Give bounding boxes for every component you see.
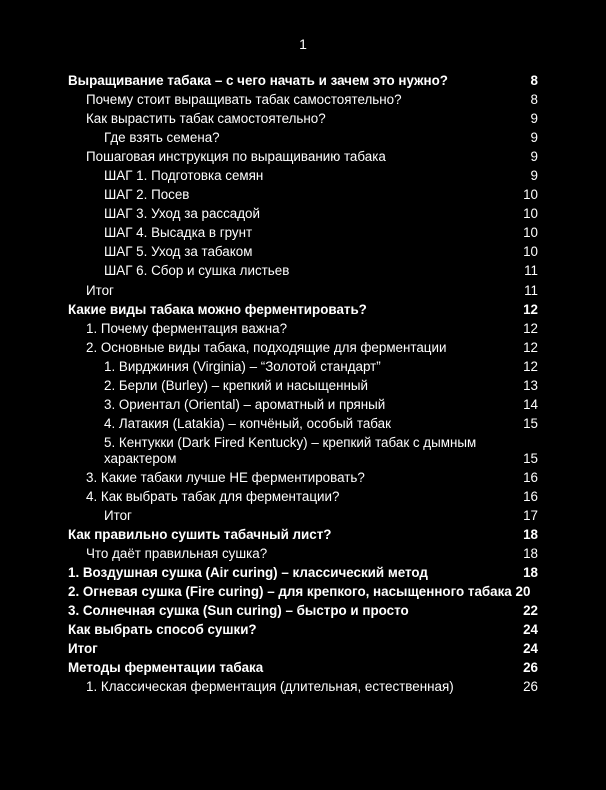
toc-entry[interactable] [68,187,538,203]
toc-entry-page: 20 [515,584,531,600]
toc-entry-page: 12 [523,358,538,374]
toc-entry-title: Пошаговая инструкция по выращиванию табака [86,149,386,165]
toc-entry-title: ШАГ 5. Уход за табаком [104,244,253,260]
toc-entry-page: 18 [523,565,538,581]
toc-entry-title: 1. Вирджиния (Virginia) – “Золотой стандарт” [104,358,381,374]
toc-entry[interactable] [68,206,538,222]
toc-entry-title: 1. Почему ферментация важна? [86,320,288,336]
toc-entry[interactable] [68,283,538,299]
toc-entry[interactable] [68,660,538,676]
toc-entry-title: ШАГ 6. Сбор и сушка листьев [104,263,290,279]
toc-entry-title: 3. Солнечная сушка (Sun curing) – быстро и просто [68,603,409,619]
toc-entry-page: 11 [524,282,538,298]
toc-entry-page: 10 [523,187,538,203]
toc-entry-page: 9 [530,168,538,184]
toc-entry[interactable] [68,641,538,657]
toc-entry-page: 10 [523,244,538,260]
toc-entry-page: 8 [530,92,538,108]
toc-entry-title: Где взять семена? [104,130,220,146]
toc-entry-page: 13 [523,377,538,393]
table-of-contents [68,73,538,699]
toc-entry-title: ШАГ 4. Высадка в грунт [104,225,253,241]
toc-entry-page: 15 [523,450,538,466]
toc-entry[interactable] [68,470,538,486]
toc-entry[interactable] [68,397,538,413]
toc-entry[interactable] [68,435,538,467]
toc-entry-page: 22 [523,603,538,619]
toc-entry[interactable] [68,225,538,241]
toc-entry-page: 24 [523,641,538,657]
toc-entry-title: 1. Классическая ферментация (длительная, естественная) [86,679,454,695]
toc-entry[interactable] [68,168,538,184]
toc-entry-title: 3. Какие табаки лучше НЕ ферментировать? [86,469,365,485]
toc-entry-page: 18 [523,527,538,543]
toc-entry-page: 8 [530,73,538,88]
toc-entry[interactable] [68,527,538,543]
toc-entry-page: 12 [523,320,538,336]
toc-entry[interactable] [68,359,538,375]
toc-entry-page: 26 [523,679,538,695]
toc-entry-page: 12 [523,339,538,355]
toc-entry-title: Итог [104,508,132,524]
toc-entry-page: 9 [530,149,538,165]
toc-entry[interactable] [68,378,538,394]
toc-entry-page: 9 [530,130,538,146]
toc-entry[interactable] [68,111,538,127]
toc-entry-title: 4. Латакия (Latakia) – копчёный, особый табак [104,415,391,431]
toc-entry-page: 17 [523,508,538,524]
toc-entry-title: ШАГ 2. Посев [104,187,190,203]
toc-entry-title: Как выбрать способ сушки? [68,622,257,638]
toc-entry-page: 9 [530,111,538,127]
toc-entry[interactable] [68,584,538,600]
toc-entry[interactable] [68,508,538,524]
toc-entry[interactable] [68,244,538,260]
toc-entry-title: 4. Как выбрать табак для ферментации? [86,488,340,504]
toc-entry-title: Как правильно сушить табачный лист? [68,527,332,543]
toc-entry-page: 14 [523,396,538,412]
toc-entry-title: Почему стоит выращивать табак самостоятельно? [86,92,402,108]
toc-entry[interactable] [68,546,538,562]
toc-entry-page: 15 [523,415,538,431]
toc-entry[interactable] [68,263,538,279]
toc-entry-title: Итог [86,282,114,298]
toc-entry-title: 2. Огневая сушка (Fire curing) – для крепкого, насыщенного табака [68,584,512,600]
toc-entry-page: 11 [524,263,538,279]
toc-entry[interactable] [68,321,538,337]
toc-entry-title: ШАГ 3. Уход за рассадой [104,206,260,222]
toc-entry-page: 16 [523,488,538,504]
toc-entry[interactable] [68,92,538,108]
toc-entry[interactable] [68,130,538,146]
toc-entry-title: Что даёт правильная сушка? [86,546,268,562]
toc-entry[interactable] [68,622,538,638]
toc-entry-page: 18 [523,546,538,562]
toc-entry-page: 26 [523,660,538,676]
toc-entry[interactable] [68,73,538,89]
toc-entry-title: Итог [68,641,98,657]
toc-entry-title: Выращивание табака – с чего начать и зачем это нужно? [68,73,448,88]
toc-entry-title: 2. Берли (Burley) – крепкий и насыщенный [104,377,369,393]
toc-entry-page: 10 [523,206,538,222]
toc-entry[interactable] [68,679,538,695]
toc-entry[interactable] [68,565,538,581]
toc-entry-title: Как вырастить табак самостоятельно? [86,111,326,127]
toc-entry-title: 3. Ориентал (Oriental) – ароматный и пряный [104,396,386,412]
page-number: 1 [299,36,307,52]
toc-entry-title: Какие виды табака можно ферментировать? [68,301,367,317]
toc-entry[interactable] [68,340,538,356]
toc-entry-title: 1. Воздушная сушка (Air curing) – классический метод [68,565,428,581]
toc-entry-page: 10 [523,225,538,241]
toc-entry-title: ШАГ 1. Подготовка семян [104,168,264,184]
toc-entry-title: Методы ферментации табака [68,660,264,676]
toc-entry-page: 24 [523,622,538,638]
toc-entry-page: 12 [523,301,538,317]
toc-entry-page: 16 [523,469,538,485]
toc-entry[interactable] [68,302,538,318]
toc-entry-title: 2. Основные виды табака, подходящие для ферментации [86,339,447,355]
toc-entry[interactable] [68,603,538,619]
toc-entry[interactable] [68,149,538,165]
toc-entry[interactable] [68,416,538,432]
toc-entry-title: 5. Кентукки (Dark Fired Kentucky) – крепкий табак с дымным характером [104,434,477,466]
toc-entry[interactable] [68,489,538,505]
